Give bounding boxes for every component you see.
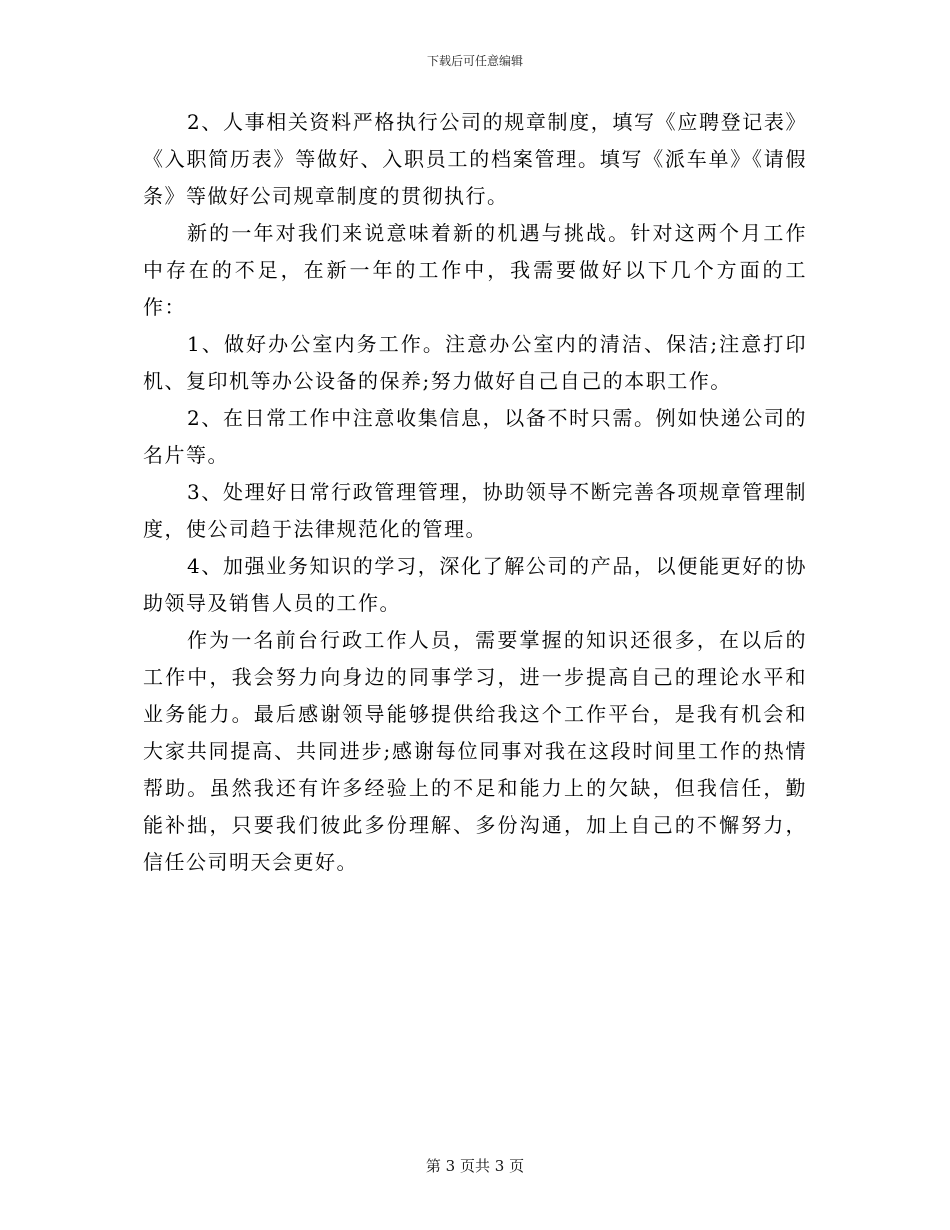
- page-header: 下载后可任意编辑: [426, 54, 523, 68]
- paragraph-business-knowledge: 4、加强业务知识的学习，深化了解公司的产品，以便能更好的协助领导及销售人员的工作。: [143, 554, 807, 615]
- document-body: [143, 104, 807, 881]
- paragraph-admin-management: 3、处理好日常行政管理管理，协助领导不断完善各项规章管理制度，使公司趋于法律规范化的管理。: [143, 480, 807, 541]
- paragraph-personnel-records: 2、人事相关资料严格执行公司的规章制度，填写《应聘登记表》《入职简历表》等做好、入职员工的档案管理。填写《派车单》《请假条》等做好公司规章制度的贯彻执行。: [143, 110, 807, 208]
- paragraph-office-housekeeping: 1、做好办公室内务工作。注意办公室内的清洁、保洁;注意打印机、复印机等办公设备的保养;努力做好自己自己的本职工作。: [143, 332, 807, 393]
- page-number: 第 3 页共 3 页: [425, 1157, 525, 1175]
- paragraph-new-year-intro: 新的一年对我们来说意味着新的机遇与挑战。针对这两个月工作中存在的不足，在新一年的工作中，我需要做好以下几个方面的工作：: [143, 221, 807, 319]
- paragraph-closing-thanks: 作为一名前台行政工作人员，需要掌握的知识还很多，在以后的工作中，我会努力向身边的同事学习，进一步提高自己的理论水平和业务能力。最后感谢领导能够提供给我这个工作平台，是我有机会和大家共同提高、共同进步;感谢每位同事对我在这段时间里工作的热情帮助。虽然我还有许多经验上的不足和能力上的欠缺，但我信任，勤能补拙，只要我们彼此多份理解、多份沟通，加上自己的不懈努力，信任公司明天会更好。: [143, 628, 807, 874]
- paragraph-collect-information: 2、在日常工作中注意收集信息，以备不时只需。例如快递公司的名片等。: [143, 406, 807, 467]
